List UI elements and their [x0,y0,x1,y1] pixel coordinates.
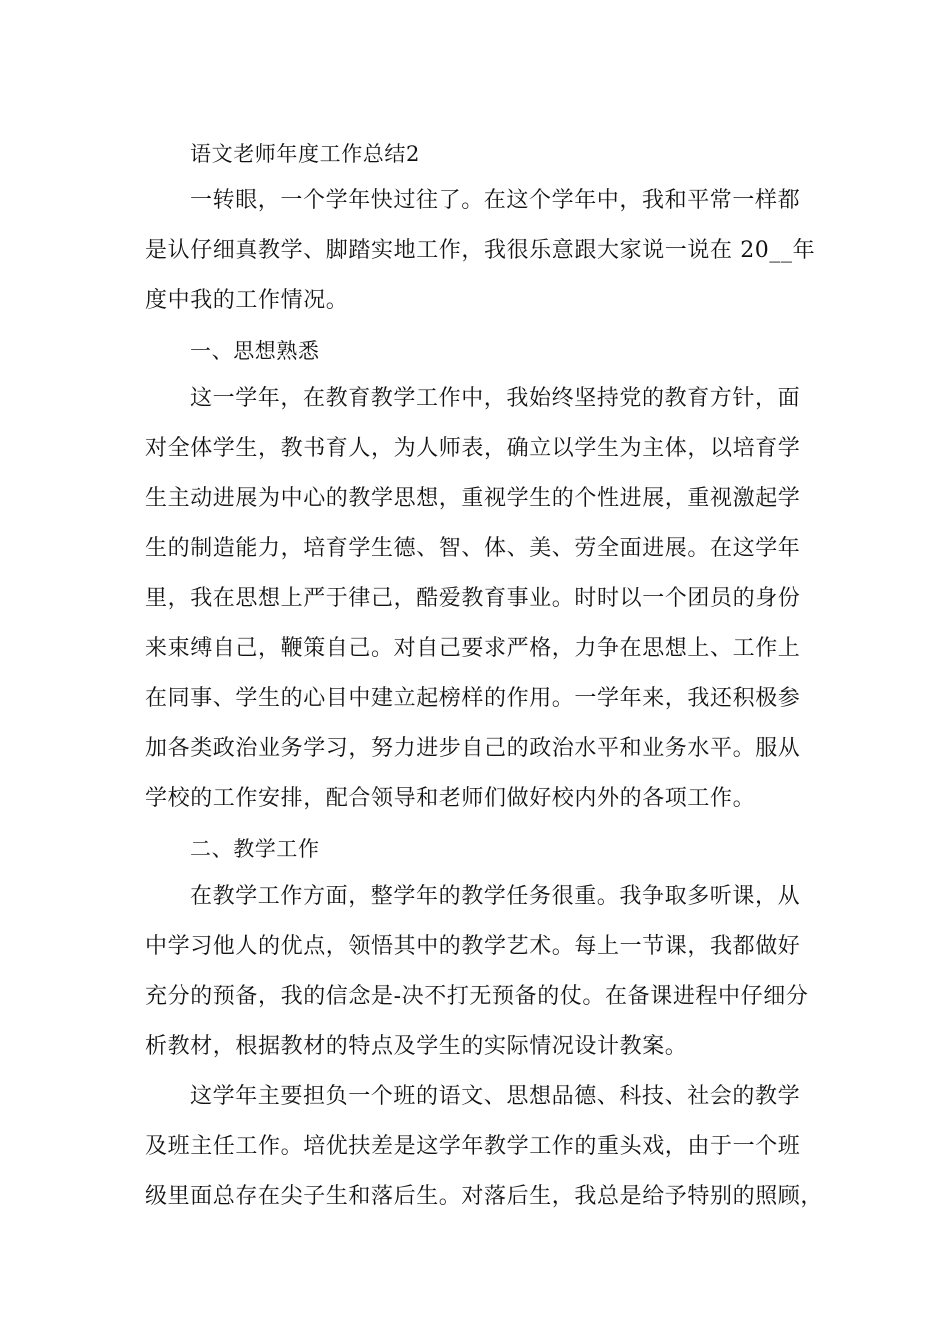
intro-line-1: 一转眼，一个学年快过往了。在这个学年中，我和平常一样都 [190,188,801,213]
section1-line-5: 里，我在思想上严于律己，酷爱教育事业。时时以一个团员的身份 [145,586,801,611]
section1-line-3: 生主动进展为中心的教学思想，重视学生的个性进展，重视激起学 [145,486,801,511]
section1-line-8: 加各类政治业务学习，努力进步自己的政治水平和业务水平。服从 [145,736,801,761]
section2-p1-line-3: 充分的预备，我的信念是-决不打无预备的仗。在备课进程中仔细分 [145,984,809,1009]
section2-p2-line-1: 这学年主要担负一个班的语文、思想品德、科技、社会的教学 [190,1084,801,1109]
section2-p1-line-4: 析教材，根据教材的特点及学生的实际情况设计教案。 [145,1034,688,1059]
section2-heading: 二、教学工作 [190,837,320,861]
section1-line-6: 来束缚自己，鞭策自己。对自己要求严格，力争在思想上、工作上 [145,636,801,661]
section1-line-4: 生的制造能力，培育学生德、智、体、美、劳全面进展。在这学年 [145,536,801,561]
section1-line-1: 这一学年，在教育教学工作中，我始终坚持党的教育方针，面 [190,386,801,411]
intro-line-3: 度中我的工作情况。 [145,288,349,313]
section2-p1-line-2: 中学习他人的优点，领悟其中的教学艺术。每上一节课，我都做好 [145,934,801,959]
section2-p2-line-2: 及班主任工作。培优扶差是这学年教学工作的重头戏，由于一个班 [145,1134,801,1159]
section2-p1-line-1: 在教学工作方面，整学年的教学任务很重。我争取多听课，从 [190,884,801,909]
section1-line-2: 对全体学生，教书育人，为人师表，确立以学生为主体，以培育学 [145,436,801,461]
section1-line-9: 学校的工作安排，配合领导和老师们做好校内外的各项工作。 [145,786,756,811]
document-title: 语文老师年度工作总结2 [190,142,420,166]
section1-line-7: 在同事、学生的心目中建立起榜样的作用。一学年来，我还积极参 [145,686,801,711]
intro-line-2: 是认仔细真教学、脚踏实地工作，我很乐意跟大家说一说在 20__年 [145,238,816,263]
section1-heading: 一、思想熟悉 [190,339,320,363]
section2-p2-line-3: 级里面总存在尖子生和落后生。对落后生，我总是给予特别的照顾， [145,1184,824,1209]
